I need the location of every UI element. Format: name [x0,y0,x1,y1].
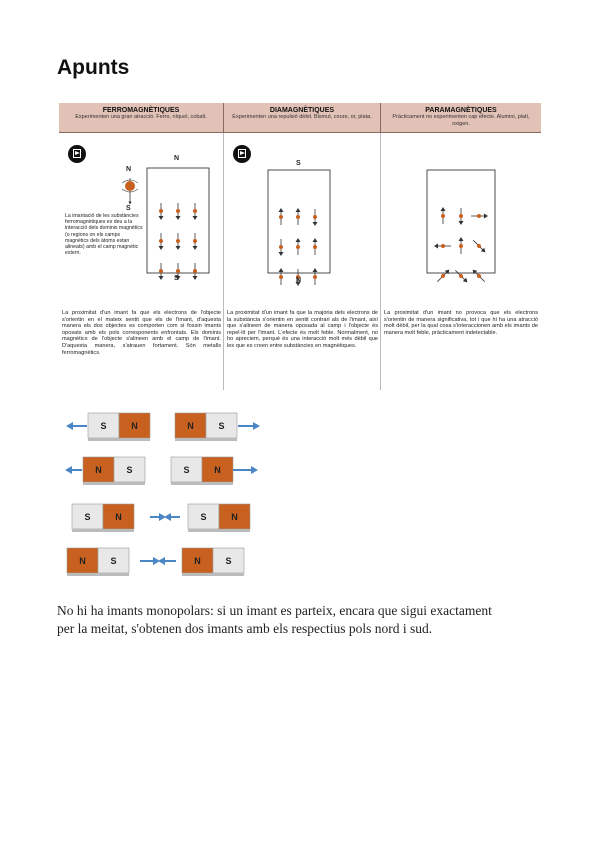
magnet [83,457,145,485]
magnet [88,413,150,441]
south-pole-label: S [183,465,190,475]
column-paramagnetic [381,133,541,390]
south-pole-label: S [225,556,232,566]
north-pole-label: N [231,512,238,522]
dia-frame-north: N [296,277,302,284]
force-arrow [150,513,166,521]
monopole-caption: No hi ha imants monopolars: si un imant es parteix, encara que sigui exactament per la meitat, s'obtenen dos imants amb els respectius pols nord i sud. [57,603,492,636]
magnet-shadow [72,529,134,532]
magnet [67,548,129,576]
paramagnetic-body: La proximitat d'un imant no provoca que els electrons s'orientin de manera significativa, tot i que hi ha una atracció molt dèbil, per la qual cosa s'interaccionen amb els imants de manera molt feble, pràcticament indetectable. [384,310,538,336]
diamagnetic-body: La proximitat d'un imant fa que la majoria dels electrons de la substància s'orientin en sentit contrari als de l'imant, així que s'alineen de manera oposada al camp i l'objecte és repel·lit per l'imant. L'efecte és molt feble. Normalment, no ho apreciem, perquè és una interacció molt més dèbil que les que es creen entre substàncies en magnètiques. [227,310,378,349]
magnet-shadow [182,573,244,576]
south-pole-label: S [200,512,207,522]
north-pole-label: N [214,465,221,475]
header-paramagnetic-title: PARAMAGNÈTIQUES [425,107,497,114]
page-title: Apunts [57,56,130,79]
south-pole-label: S [218,421,225,431]
magnet-shadow [171,482,233,485]
north-pole-label: N [194,556,201,566]
header-diamagnetic-title: DIAMAGNÈTIQUES [269,107,335,114]
magnet-shadow [83,482,145,485]
north-pole-label: N [131,421,138,431]
south-pole-label: S [126,465,133,475]
magnet-shadow [88,438,150,441]
magnet [182,548,244,576]
magnet [171,457,233,485]
header-paramagnetic-sub: Pràcticament no experimenten cap efecte. Alumini, platí, oxigen. [392,114,530,127]
header-diamagnetic-sub: Experimenten una repulsió dèbil. Bismut, coure, or, plata. [232,114,372,120]
header-paramagnetic [381,103,541,133]
ferromagnetic-side-note: La imantació de les substàncies ferromagnètiques es deu a la interacció dels dominis magnètics (o regions on els camps magnètics dels àtoms estan alineats) amb el camp magnètic extern. [65,213,143,257]
ferro-frame-north: N [174,155,180,162]
north-pole-label: N [187,421,194,431]
header-ferromagnetic [59,103,224,133]
dia-frame-south: S [296,160,301,167]
north-pole-label: N [115,512,122,522]
header-ferromagnetic-title: FERROMAGNÈTIQUES [102,107,180,114]
magnetic-properties-table [59,103,541,390]
force-arrow [164,513,180,521]
ferromagnetic-body: La proximitat d'un imant fa que els electrons de l'objecte s'orientin en el mateix sentit que els de l'imant, d'aquesta manera els dos objectes es comporten com si fossin imants oposats amb els pols corresponents enfrontats. Els dominis magnètics de l'objecte s'alineen amb el camp de l'imant. D'aquesta manera, s'atrauen fortament. Són metalls ferromagnètics. [62,310,221,356]
magnet-shadow [67,573,129,576]
magnet-shadow [175,438,237,441]
ferro-small-north: N [126,166,132,173]
ferro-frame-south: S [174,275,179,282]
north-pole-label: N [79,556,86,566]
diamagnetic-diagram [224,133,381,293]
north-pole-label: N [95,465,102,475]
south-pole-label: S [84,512,91,522]
column-ferromagnetic [59,133,224,390]
column-diamagnetic [224,133,381,390]
south-pole-label: S [100,421,107,431]
header-ferromagnetic-sub: Experimenten una gran atracció. Ferro, níquel, cobalt. [75,114,207,120]
paramagnetic-diagram [381,133,541,293]
bar-magnets-figure [0,400,600,580]
force-arrow [140,557,160,565]
force-arrow [65,466,82,474]
force-arrow [158,557,176,565]
magnet [175,413,237,441]
force-arrow [66,422,87,430]
magnet-shadow [188,529,250,532]
south-pole-label: S [110,556,117,566]
header-diamagnetic [224,103,381,133]
force-arrow [233,466,258,474]
magnet [72,504,134,532]
magnet [188,504,250,532]
ferro-small-south: S [126,205,131,212]
force-arrow [238,422,260,430]
